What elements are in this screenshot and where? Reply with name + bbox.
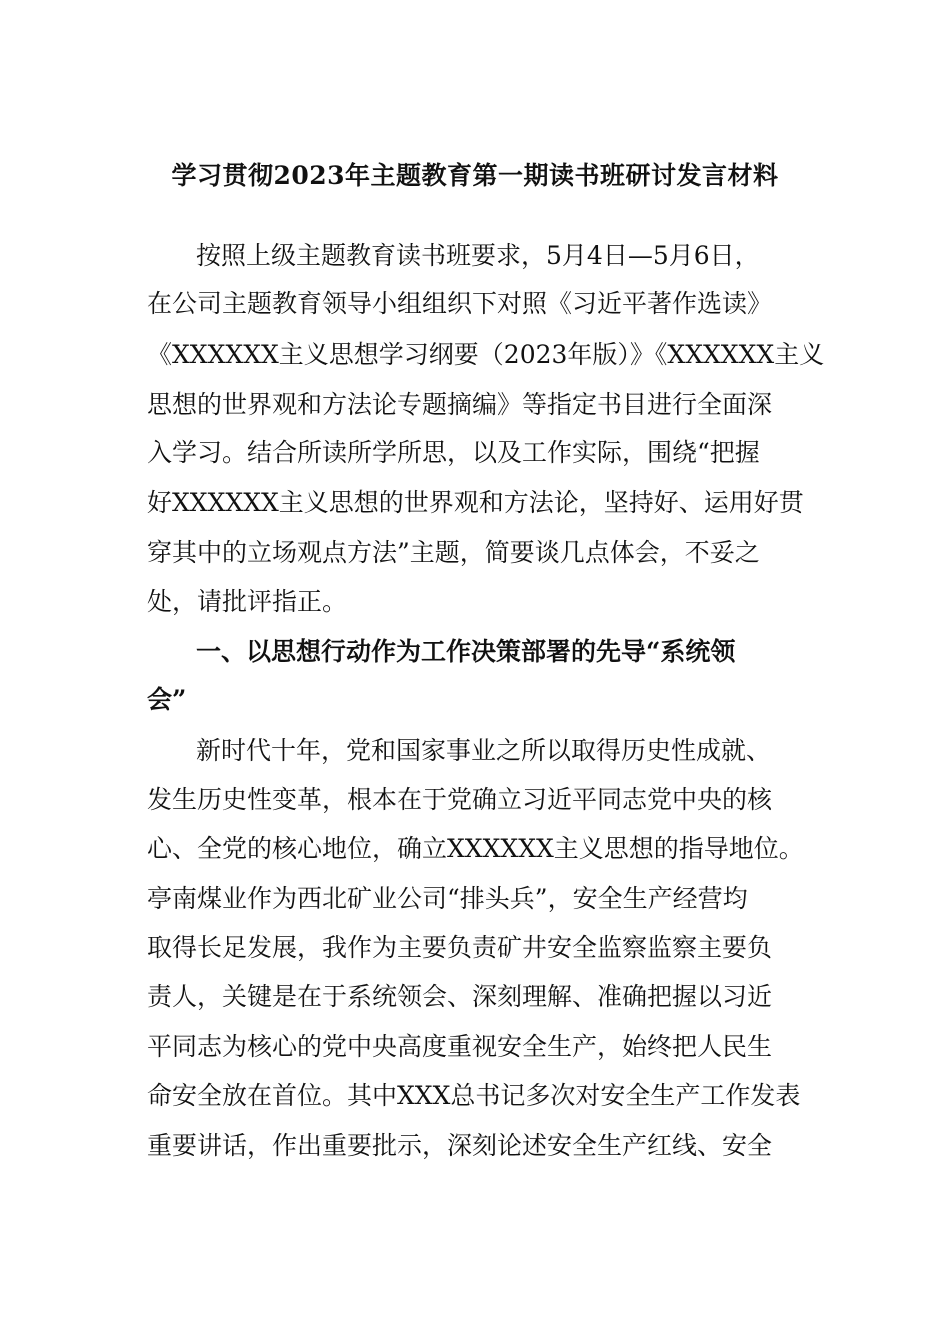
paragraph-2-line-3: 心、全党的核心地位，确立XXXXXX主义思想的指导地位。	[147, 834, 804, 863]
section-heading-line-2: 会”	[147, 685, 187, 714]
paragraph-1-line-6: 好XXXXXX主义思想的世界观和方法论，坚持好、运用好贯	[147, 488, 804, 517]
paragraph-2-line-6: 责人，关键是在于系统领会、深刻理解、准确把握以习近	[147, 982, 773, 1011]
paragraph-1-line-4: 思想的世界观和方法论专题摘编》等指定书目进行全面深	[147, 390, 773, 419]
paragraph-2-line-7: 平同志为核心的党中央高度重视安全生产，始终把人民生	[147, 1032, 773, 1061]
paragraph-1-line-8: 处，请批评指正。	[147, 587, 348, 616]
paragraph-2-line-9: 重要讲话，作出重要批示，深刻论述安全生产红线、安全	[147, 1131, 773, 1160]
paragraph-1-line-1: 按照上级主题教育读书班要求，5月4日—5月6日，	[196, 241, 760, 270]
document-title: 学习贯彻2023年主题教育第一期读书班研讨发言材料	[171, 161, 779, 190]
paragraph-1-line-3: 《XXXXXX主义思想学习纲要（2023年版）》《XXXXXX主义	[147, 340, 825, 369]
paragraph-2-line-2: 发生历史性变革，根本在于党确立习近平同志党中央的核	[147, 785, 773, 814]
paragraph-1-line-5: 入学习。结合所读所学所思，以及工作实际，围绕“把握	[147, 438, 760, 467]
paragraph-2-line-5: 取得长足发展，我作为主要负责矿井安全监察监察主要负	[147, 933, 773, 962]
paragraph-1-line-2: 在公司主题教育领导小组组织下对照《习近平著作选读》	[147, 289, 773, 318]
section-heading-line-1: 一、以思想行动作为工作决策部署的先导“系统领	[196, 637, 736, 666]
paragraph-1-line-7: 穿其中的立场观点方法”主题，简要谈几点体会，不妥之	[147, 538, 760, 567]
paragraph-2-line-4: 亭南煤业作为西北矿业公司“排头兵”，安全生产经营均	[147, 884, 748, 913]
paragraph-2-line-1: 新时代十年，党和国家事业之所以取得历史性成就、	[196, 736, 772, 765]
paragraph-2-line-8: 命安全放在首位。其中XXX总书记多次对安全生产工作发表	[147, 1081, 801, 1110]
